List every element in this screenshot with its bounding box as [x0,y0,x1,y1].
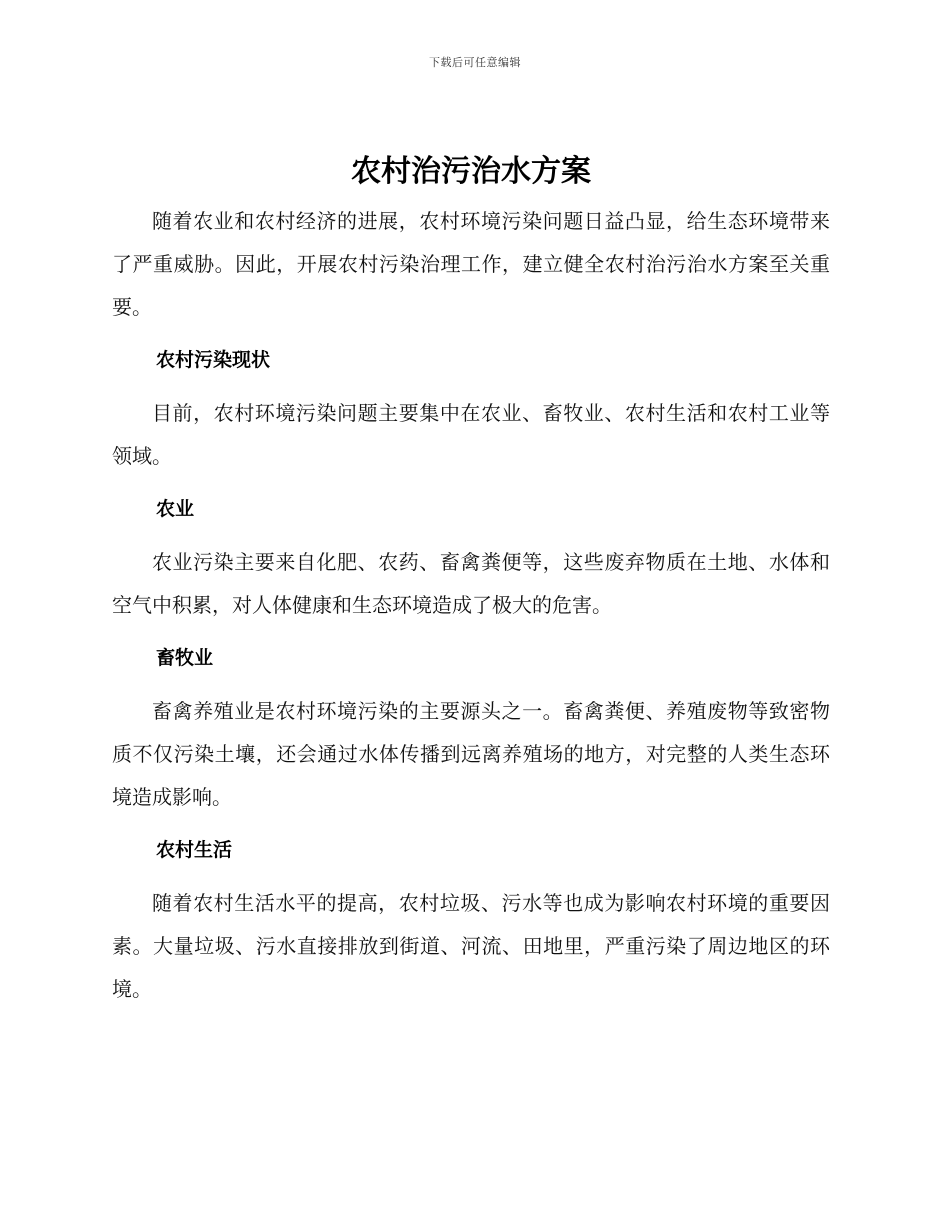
section-heading-livestock: 畜牧业 [156,647,214,669]
document-title: 农村治污治水方案 [351,154,591,189]
intro-paragraph: 随着农业和农村经济的进展，农村环境污染问题日益凸显，给生态环境带来了严重威胁。因此，开展农村污染治理工作，建立健全农村治污治水方案至关重要。 [112,209,830,319]
section-heading-rural-life: 农村生活 [156,839,233,861]
section-paragraph-pollution-status: 目前，农村环境污染问题主要集中在农业、畜牧业、农村生活和农村工业等领域。 [112,401,830,468]
document-body [112,148,830,1011]
section-heading-pollution-status: 农村污染现状 [156,349,271,371]
section-paragraph-livestock: 畜禽养殖业是农村环境污染的主要源头之一。畜禽粪便、养殖废物等致密物质不仅污染土壤，还会通过水体传播到远离养殖场的地方，对完整的人类生态环境造成影响。 [112,699,830,809]
section-heading-agriculture: 农业 [156,498,195,520]
page-header-note: 下载后可任意编辑 [429,56,521,69]
section-paragraph-agriculture: 农业污染主要来自化肥、农药、畜禽粪便等，这些废弃物质在土地、水体和空气中积累，对人体健康和生态环境造成了极大的危害。 [112,550,830,617]
section-paragraph-rural-life: 随着农村生活水平的提高，农村垃圾、污水等也成为影响农村环境的重要因素。大量垃圾、污水直接排放到街道、河流、田地里，严重污染了周边地区的环境。 [112,891,830,1001]
